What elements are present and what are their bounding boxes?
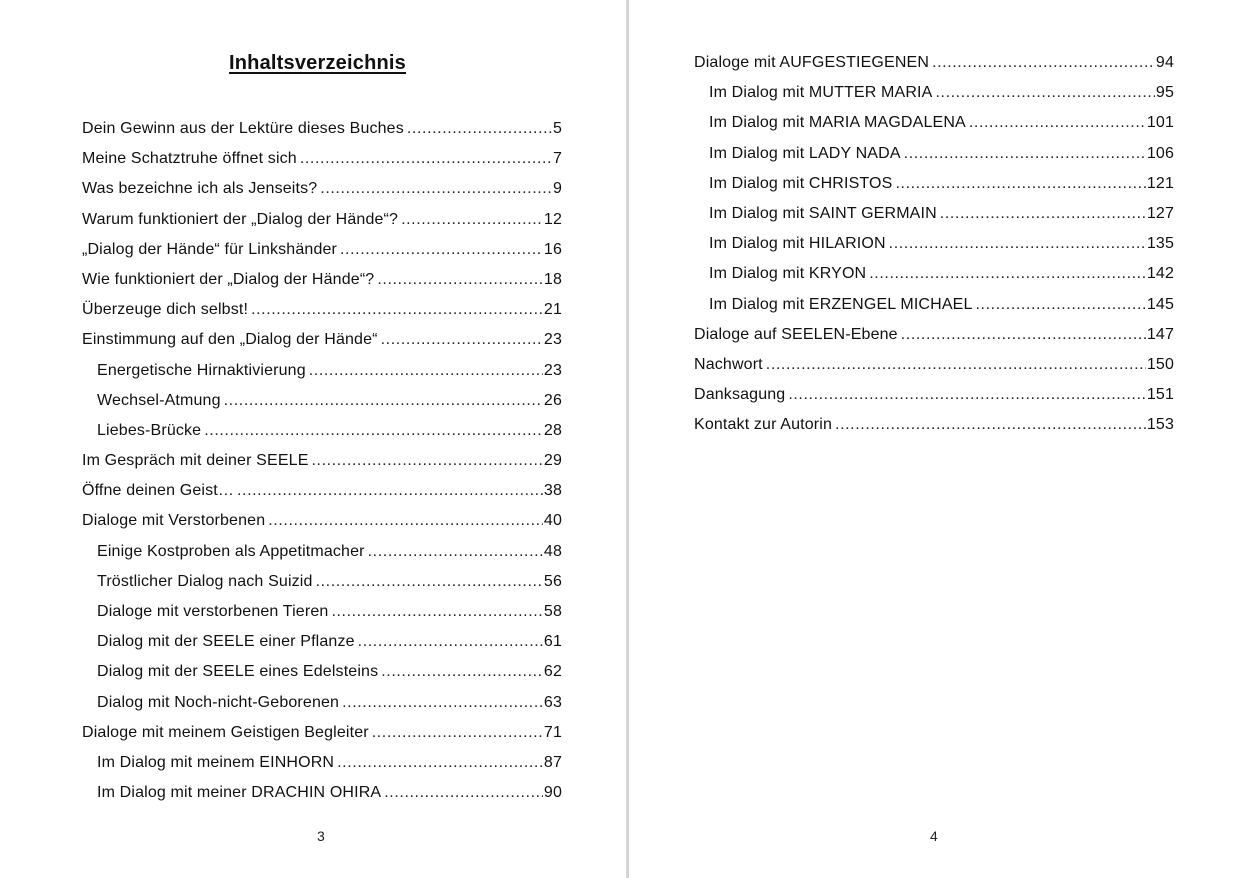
- toc-entry[interactable]: [82, 448, 562, 478]
- toc-entry[interactable]: [82, 327, 562, 357]
- toc-entry-title: Wechsel-Atmung: [97, 391, 221, 409]
- dot-leader: [788, 382, 1146, 408]
- toc-entry-title: Im Dialog mit meiner DRACHIN OHIRA: [97, 784, 382, 802]
- toc-entry-page: 18: [543, 270, 562, 288]
- toc-entry[interactable]: [82, 267, 562, 297]
- toc-entry-title: Wie funktioniert der „Dialog der Hände“?: [82, 270, 375, 288]
- toc-entry-page: 56: [543, 572, 562, 590]
- toc-entry-title: Tröstlicher Dialog nach Suizid: [97, 572, 313, 590]
- toc-entry-page: 151: [1146, 386, 1174, 404]
- toc-entry-title: Kontakt zur Autorin: [694, 416, 833, 434]
- toc-entry-page: 145: [1146, 295, 1174, 313]
- toc-entry[interactable]: [82, 146, 562, 176]
- toc-entry-page: 87: [543, 753, 562, 771]
- toc-entry-title: „Dialog der Hände“ für Linkshänder: [82, 240, 338, 258]
- toc-entry-title: Im Dialog mit KRYON: [709, 265, 867, 283]
- dot-leader: [368, 539, 543, 565]
- toc-entry-title: Nachwort: [694, 355, 763, 373]
- dot-leader: [901, 322, 1146, 348]
- toc-entry-title: Was bezeichne ich als Jenseits?: [82, 180, 318, 198]
- toc-entry-page: 106: [1146, 144, 1174, 162]
- toc-entry-title: Im Dialog mit MUTTER MARIA: [709, 84, 933, 102]
- toc-entry[interactable]: [82, 478, 562, 508]
- toc-entry-page: 23: [543, 361, 562, 379]
- toc-entry[interactable]: [82, 116, 562, 146]
- toc-subentry[interactable]: [82, 569, 562, 599]
- toc-entry-page: 58: [543, 603, 562, 620]
- toc-entry-title: Energetische Hirnaktivierung: [97, 361, 306, 379]
- toc-entry-title: Einstimmung auf den „Dialog der Hände“: [82, 331, 378, 349]
- toc-entry-page: 62: [543, 663, 562, 681]
- toc-entry-title: Einige Kostproben als Appetitmacher: [97, 542, 365, 560]
- toc-entry-page: 5: [552, 120, 562, 137]
- page-number: 4: [930, 828, 938, 844]
- toc-entry-page: 90: [543, 784, 562, 802]
- toc-entry-title: Öffne deinen Geist…: [82, 482, 234, 500]
- toc-entry-page: 94: [1155, 54, 1174, 71]
- dot-leader: [204, 418, 543, 444]
- toc-entry-title: Im Gespräch mit deiner SEELE: [82, 452, 309, 470]
- toc-subentry[interactable]: [82, 418, 562, 448]
- toc-entry[interactable]: [694, 322, 1174, 352]
- toc-entry-page: 12: [543, 210, 562, 228]
- toc-entry[interactable]: [694, 382, 1174, 412]
- toc-subentry[interactable]: [82, 780, 562, 810]
- dot-leader: [381, 327, 543, 353]
- dot-leader: [300, 146, 552, 172]
- dot-leader: [320, 176, 552, 202]
- toc-subentry[interactable]: [694, 261, 1174, 291]
- toc-subentry[interactable]: [694, 201, 1174, 231]
- toc-subentry[interactable]: [694, 231, 1174, 261]
- toc-entry-page: 101: [1146, 114, 1174, 132]
- dot-leader: [869, 261, 1146, 287]
- toc-entry-page: 21: [543, 301, 562, 319]
- toc-subentry[interactable]: [82, 659, 562, 689]
- dot-leader: [377, 267, 543, 293]
- dot-leader: [224, 388, 543, 414]
- toc-subentry[interactable]: [694, 171, 1174, 201]
- dot-leader: [251, 297, 543, 323]
- toc-entry-page: 38: [543, 482, 562, 500]
- page-number: 3: [317, 828, 325, 844]
- toc-entry-title: Dialog mit Noch-nicht-Geborenen: [97, 693, 340, 711]
- dot-leader: [312, 448, 543, 474]
- dot-leader: [766, 352, 1146, 378]
- toc-entry-title: Im Dialog mit LADY NADA: [709, 144, 901, 162]
- toc-entry-title: Im Dialog mit ERZENGEL MICHAEL: [709, 295, 973, 313]
- toc-subentry[interactable]: [694, 292, 1174, 322]
- toc-entry-page: 63: [543, 693, 562, 711]
- toc-entry-title: Im Dialog mit MARIA MAGDALENA: [709, 114, 966, 132]
- dot-leader: [835, 412, 1146, 438]
- dot-leader: [407, 116, 552, 142]
- toc-entry-page: 48: [543, 542, 562, 560]
- dot-leader: [268, 508, 543, 534]
- dot-leader: [932, 50, 1155, 76]
- toc-entry-title: Dein Gewinn aus der Lektüre dieses Buches: [82, 120, 404, 137]
- toc-entry-title: Im Dialog mit meinem EINHORN: [97, 753, 335, 771]
- toc-entry-title: Danksagung: [694, 386, 786, 404]
- toc-entry-title: Warum funktioniert der „Dialog der Hände“?: [82, 210, 399, 228]
- dot-leader: [372, 720, 543, 746]
- toc-entry-page: 26: [543, 391, 562, 409]
- dot-leader: [401, 207, 543, 233]
- toc-entry-page: 71: [543, 723, 562, 741]
- dot-leader: [889, 231, 1146, 257]
- toc-entry[interactable]: [82, 207, 562, 237]
- dot-leader: [309, 358, 543, 384]
- toc-subentry[interactable]: [82, 358, 562, 388]
- toc-entry-title: Im Dialog mit HILARION: [709, 235, 886, 253]
- toc-entry[interactable]: [82, 237, 562, 267]
- dot-leader: [381, 659, 543, 685]
- dot-leader: [342, 690, 543, 716]
- toc-entry-page: 153: [1146, 416, 1174, 434]
- dot-leader: [331, 599, 542, 625]
- right-page: [629, 0, 1252, 878]
- toc-entry-title: Überzeuge dich selbst!: [82, 301, 249, 319]
- toc-subentry[interactable]: [82, 599, 562, 629]
- toc-subentry[interactable]: [82, 629, 562, 659]
- dot-leader: [895, 171, 1145, 197]
- dot-leader: [384, 780, 543, 806]
- toc-entry-page: 9: [552, 180, 562, 198]
- toc-entry-page: 29: [543, 452, 562, 470]
- toc-entry-title: Meine Schatztruhe öffnet sich: [82, 150, 297, 168]
- toc-entry-page: 16: [543, 240, 562, 258]
- dot-leader: [237, 478, 543, 504]
- toc-entry[interactable]: [694, 50, 1174, 80]
- toc-entry-page: 142: [1146, 265, 1174, 283]
- toc-entry-page: 7: [552, 150, 562, 168]
- toc-subentry[interactable]: [82, 388, 562, 418]
- dot-leader: [976, 292, 1146, 318]
- dot-leader: [940, 201, 1146, 227]
- dot-leader: [340, 237, 543, 263]
- toc-entry-title: Dialoge mit AUFGESTIEGENEN: [694, 54, 930, 71]
- toc-entry-title: Dialoge mit Verstorbenen: [82, 512, 266, 530]
- toc-entry-page: 61: [543, 633, 562, 651]
- toc-entry-page: 95: [1155, 84, 1174, 102]
- toc-entry-page: 40: [543, 512, 562, 530]
- toc-subentry[interactable]: [694, 141, 1174, 171]
- toc-entry-title: Dialoge auf SEELEN-Ebene: [694, 325, 898, 343]
- dot-leader: [358, 629, 543, 655]
- dot-leader: [904, 141, 1146, 167]
- toc-entry-page: 135: [1146, 235, 1174, 253]
- toc-list-left: [82, 116, 562, 810]
- dot-leader: [969, 110, 1146, 136]
- toc-entry-page: 147: [1146, 325, 1174, 343]
- toc-entry-title: Liebes-Brücke: [97, 421, 202, 439]
- toc-entry-title: Dialog mit der SEELE eines Edelsteins: [97, 663, 379, 681]
- dot-leader: [316, 569, 543, 595]
- toc-entry-page: 28: [543, 421, 562, 439]
- toc-entry[interactable]: [82, 297, 562, 327]
- toc-entry-title: Im Dialog mit CHRISTOS: [709, 174, 893, 192]
- toc-subentry[interactable]: [694, 80, 1174, 110]
- toc-entry[interactable]: [82, 508, 562, 538]
- toc-entry[interactable]: [82, 720, 562, 750]
- toc-subentry[interactable]: [82, 539, 562, 569]
- dot-leader: [337, 750, 543, 776]
- toc-entry-title: Im Dialog mit SAINT GERMAIN: [709, 204, 937, 222]
- toc-list-right: [694, 50, 1174, 442]
- toc-entry-page: 150: [1146, 355, 1174, 373]
- toc-entry-page: 127: [1146, 204, 1174, 222]
- toc-entry[interactable]: [694, 412, 1174, 442]
- toc-subentry[interactable]: [82, 750, 562, 780]
- toc-subentry[interactable]: [694, 110, 1174, 140]
- toc-entry-title: Dialoge mit verstorbenen Tieren: [97, 603, 329, 620]
- toc-entry-page: 121: [1146, 174, 1174, 192]
- toc-title: Inhaltsverzeichnis: [229, 52, 406, 74]
- toc-subentry[interactable]: [82, 690, 562, 720]
- toc-entry-title: Dialoge mit meinem Geistigen Begleiter: [82, 723, 369, 741]
- toc-entry-title: Dialog mit der SEELE einer Pflanze: [97, 633, 355, 651]
- toc-entry-page: 23: [543, 331, 562, 349]
- toc-entry[interactable]: [82, 176, 562, 206]
- toc-entry[interactable]: [694, 352, 1174, 382]
- dot-leader: [935, 80, 1154, 106]
